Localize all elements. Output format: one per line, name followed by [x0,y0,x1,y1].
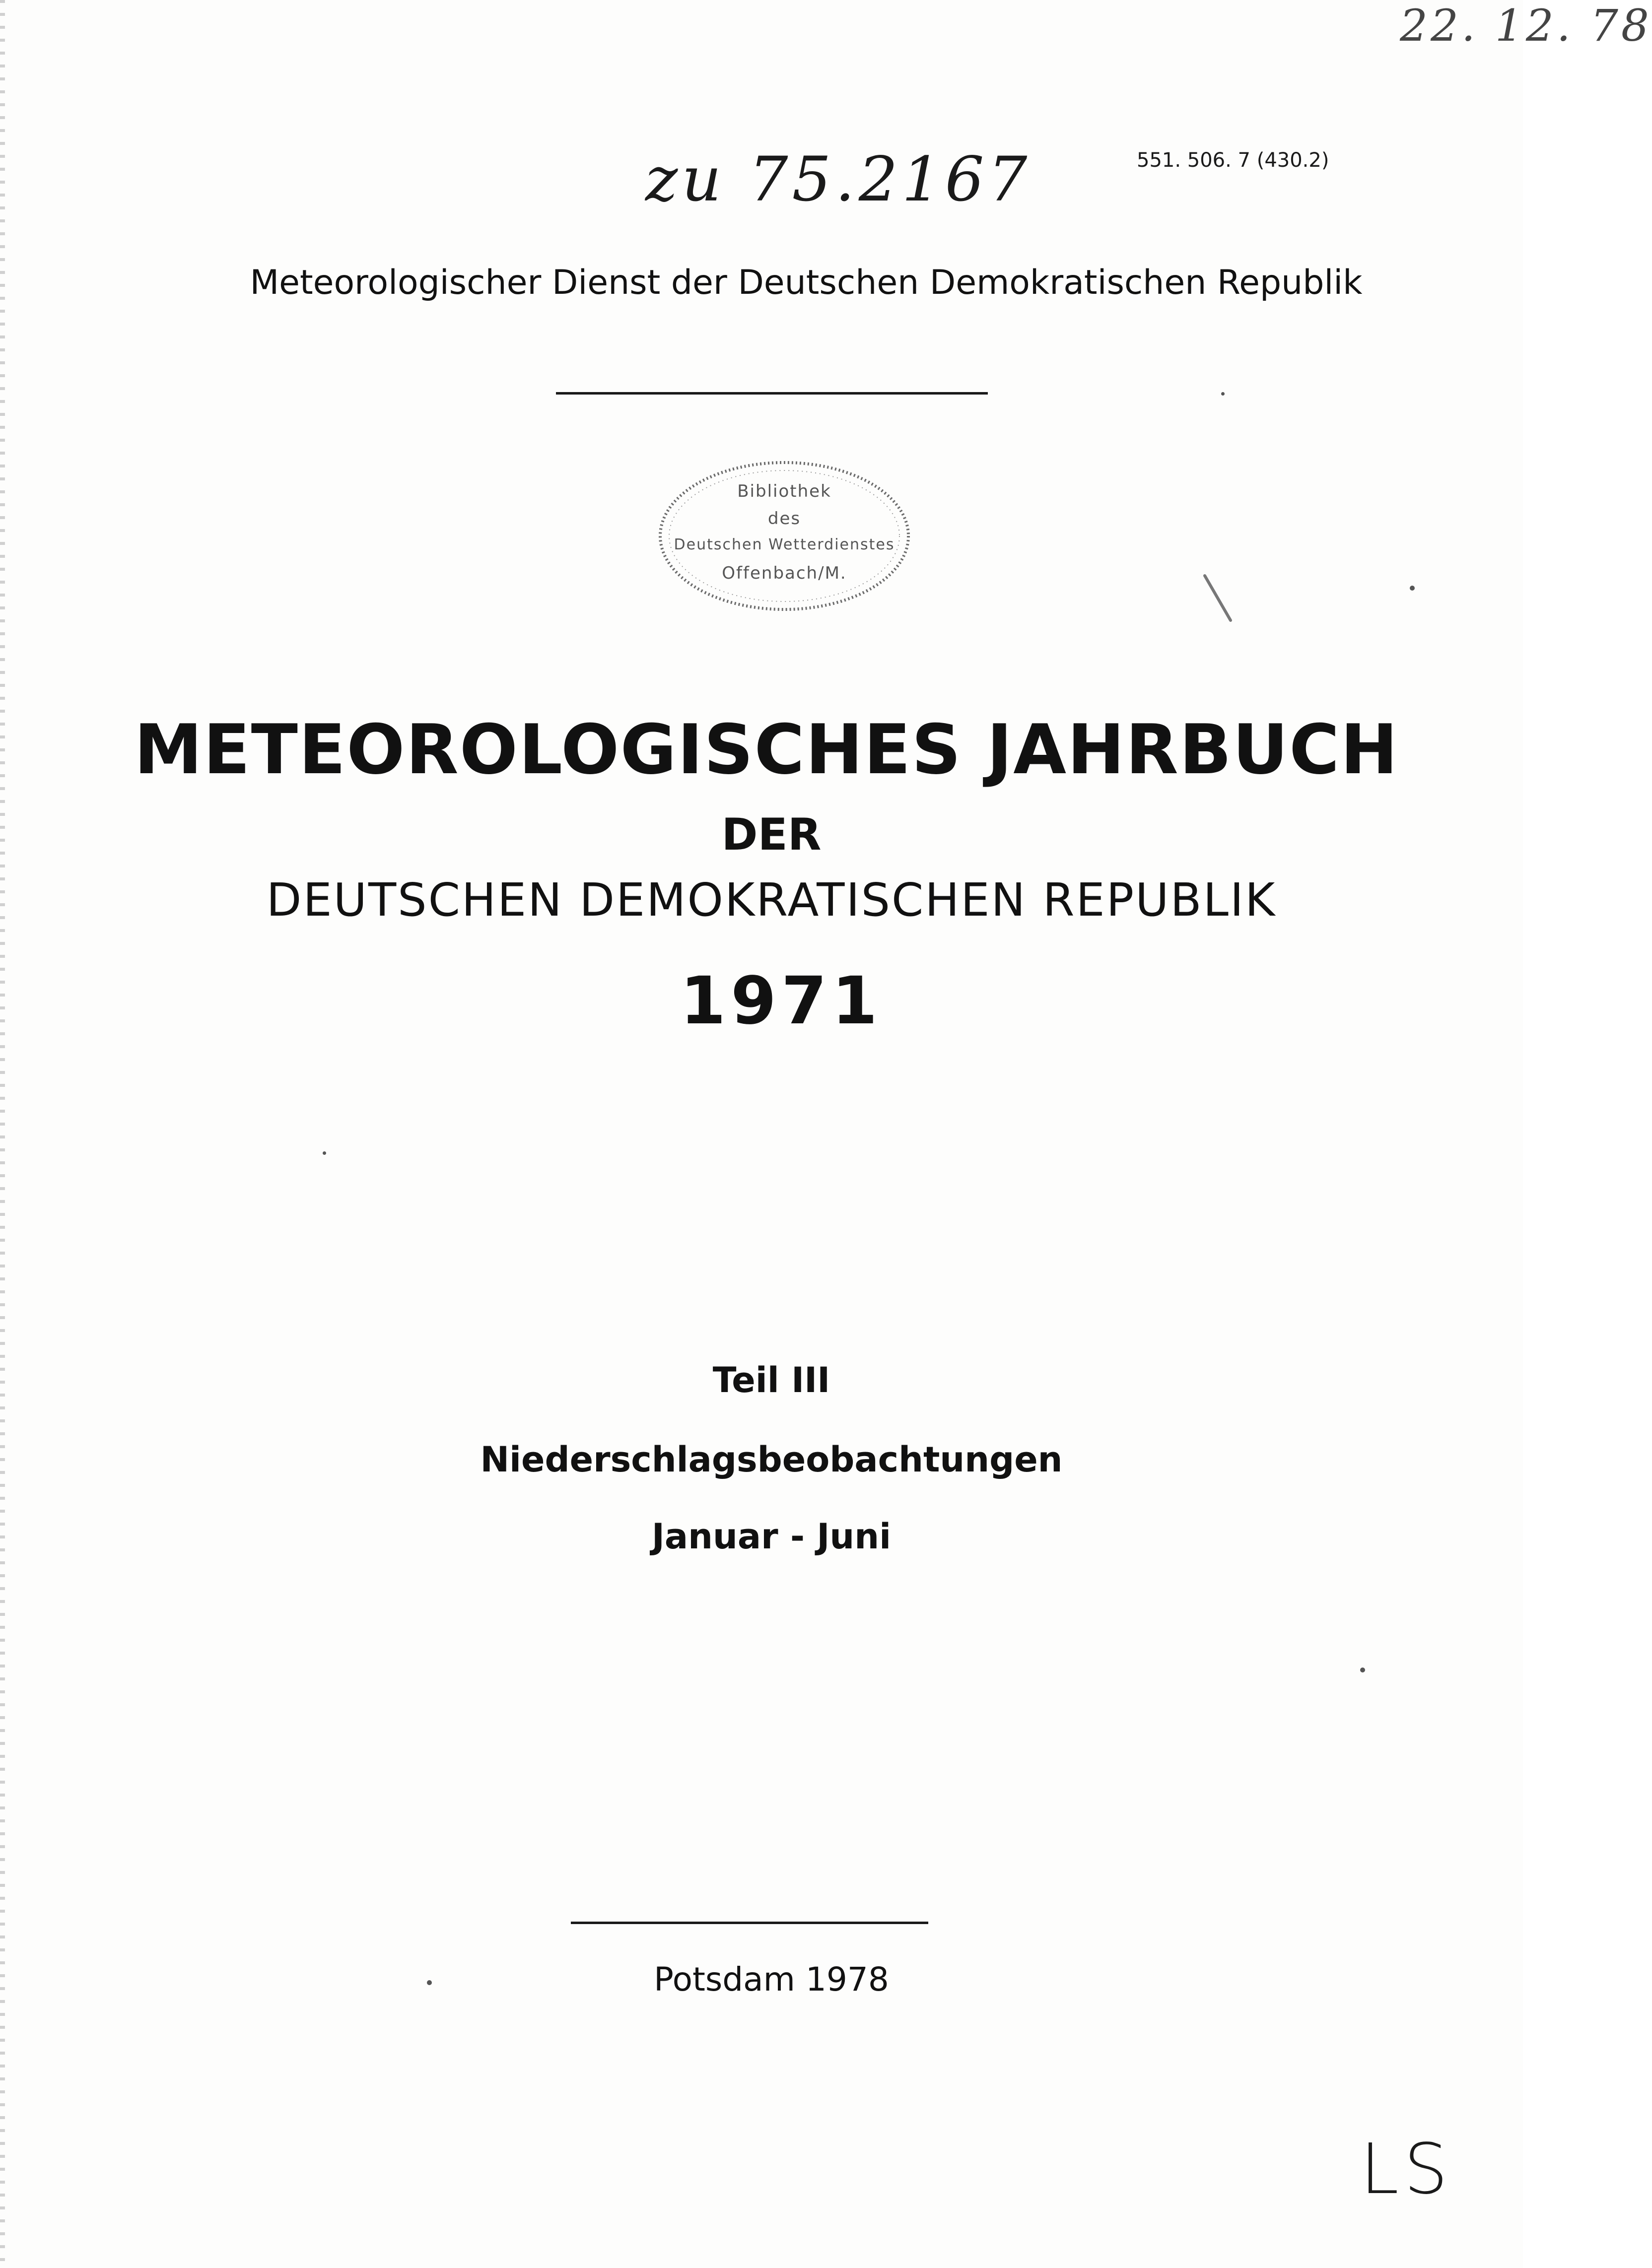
part-subject: Niederschlagsbeobachtungen [480,1439,1063,1480]
binding-edge [0,0,5,2268]
stamp-line-4: Offenbach/M. [722,563,847,583]
handwritten-reference: zu 75.2167 [645,144,1032,215]
divider-bottom [571,1922,928,1924]
stamp-line-2: des [767,509,801,529]
library-stamp [655,457,913,615]
handwritten-date: 22. 12. 78 [1400,0,1652,51]
title-main: METEOROLOGISCHES JAHRBUCH [134,710,1399,790]
scan-speck [1203,574,1233,622]
scan-speck [427,1980,432,1985]
handwritten-mark: LS [1360,2129,1453,2210]
scan-speck [1410,586,1415,591]
title-country: DEUTSCHEN DEMOKRATISCHEN REPUBLIK [266,873,1277,927]
divider-top [556,392,988,395]
publisher: Meteorologischer Dienst der Deutschen Demokratischen Republik [250,263,1363,302]
title-der: DER [721,809,822,860]
scan-speck [1221,392,1225,396]
stamp-line-3: Deutschen Wetterdienstes [674,536,895,553]
part-label: Teil III [712,1360,830,1401]
title-year: 1971 [680,963,883,1039]
imprint: Potsdam 1978 [654,1960,889,1999]
classification-number: 551. 506. 7 (430.2) [1137,149,1329,172]
scan-speck [1360,1668,1365,1672]
stamp-line-1: Bibliothek [737,481,831,501]
scan-speck [323,1151,326,1155]
part-period: Januar - Juni [651,1516,892,1557]
